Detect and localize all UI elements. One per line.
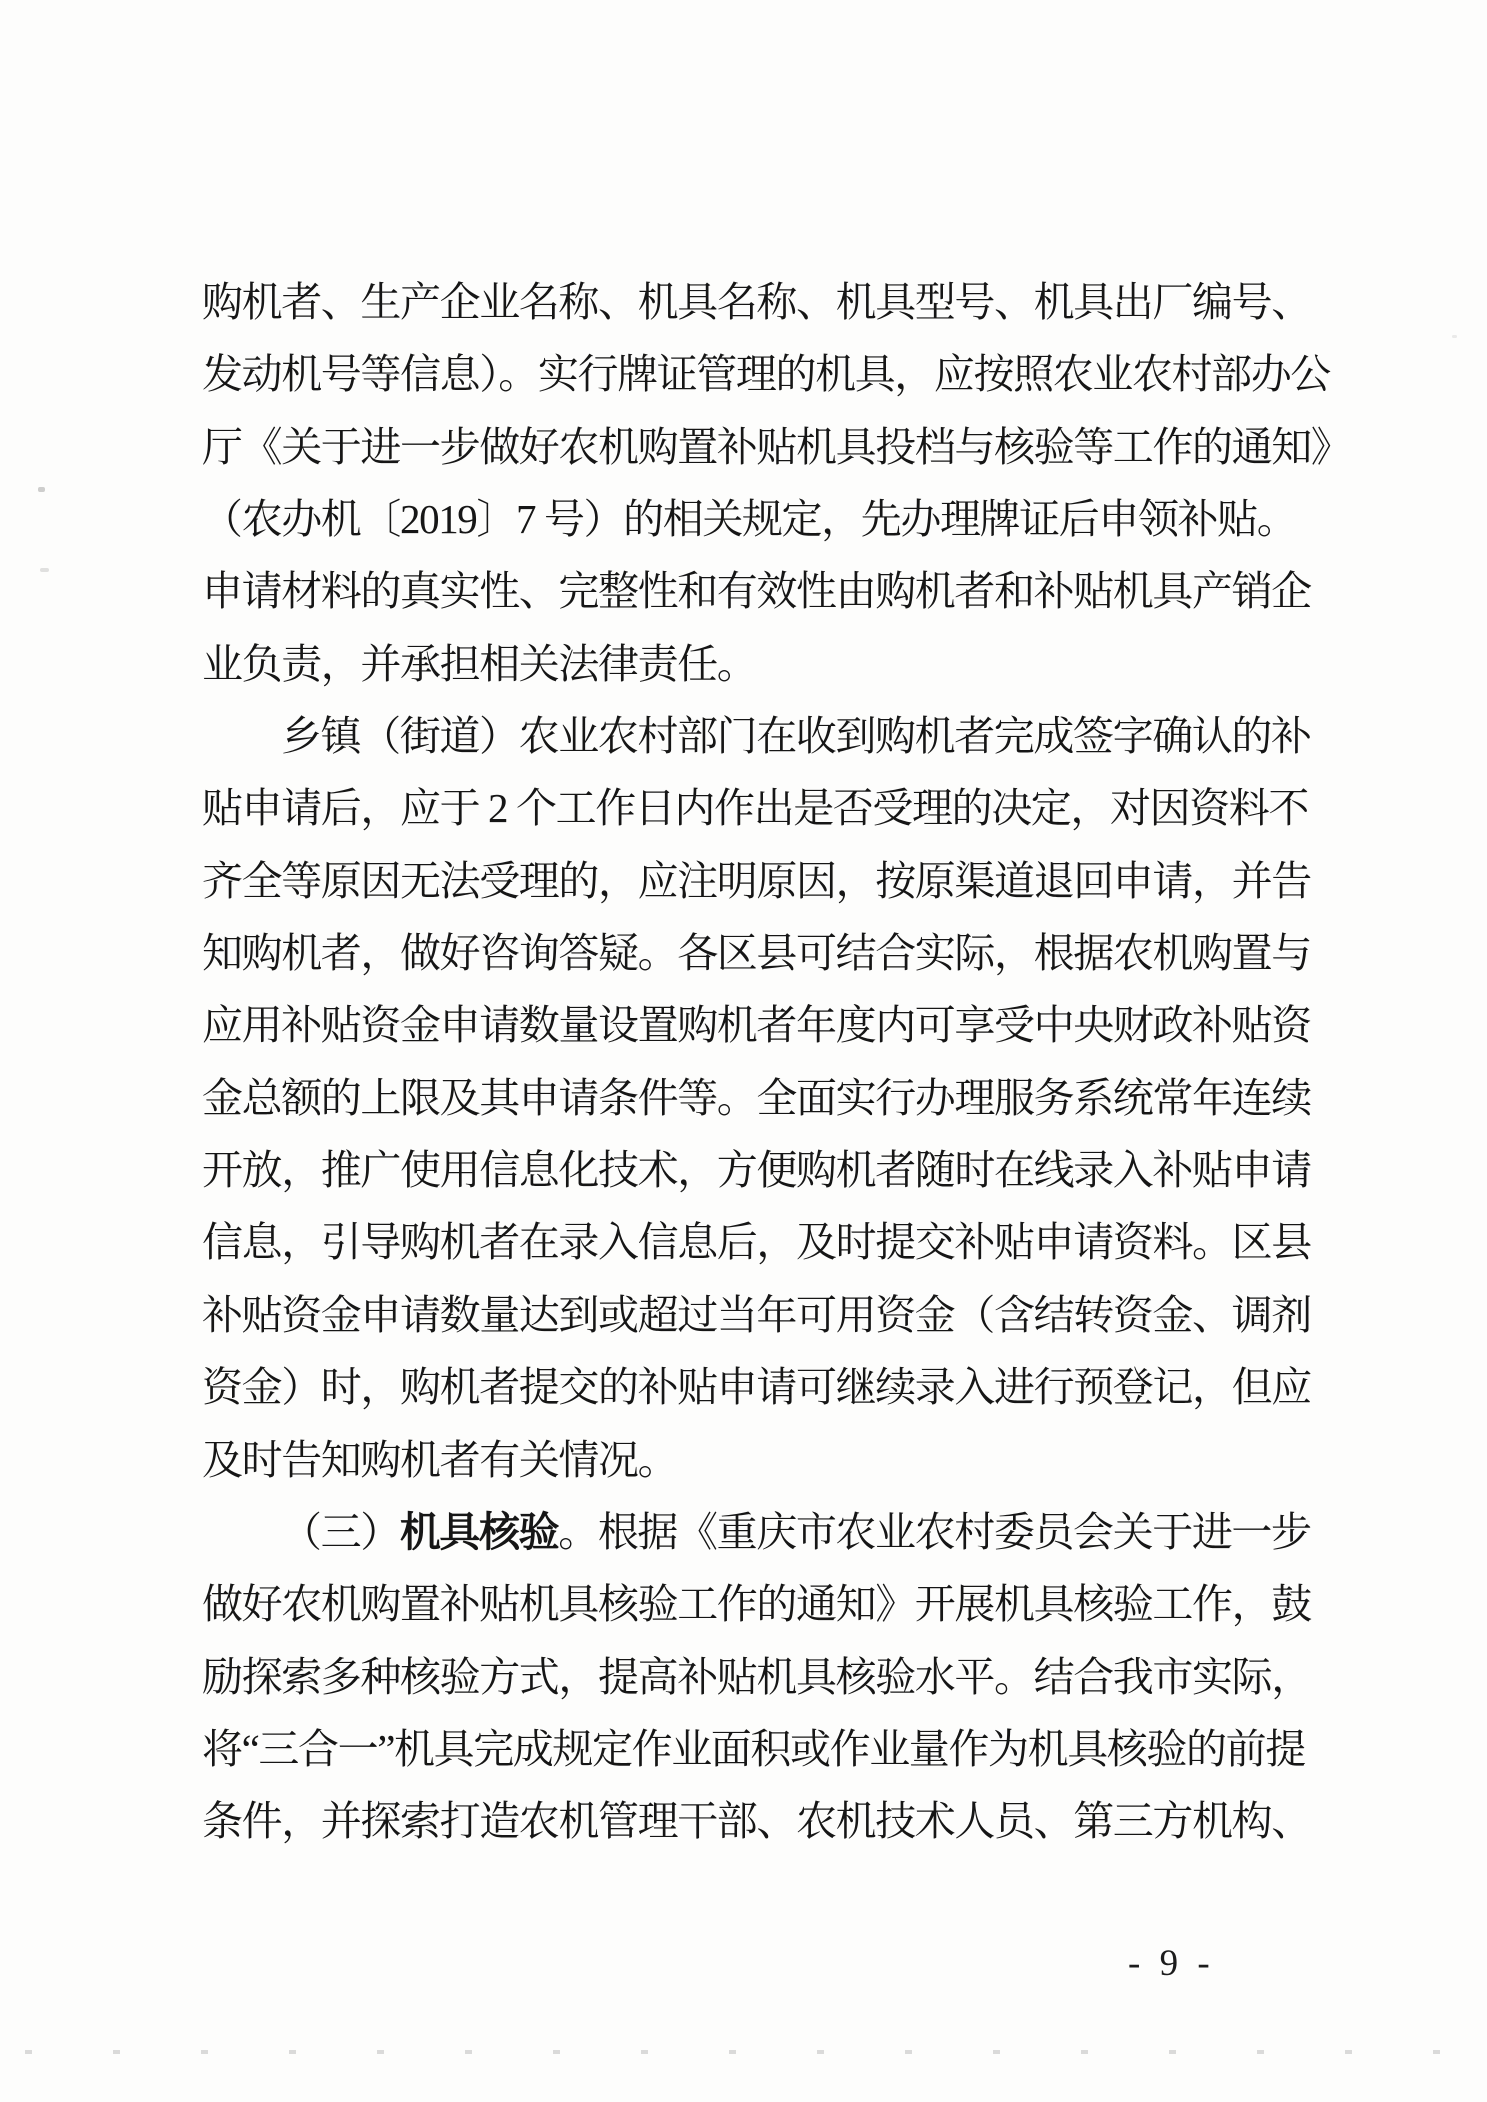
- text-run: （农办机〔2019〕7 号）的相关规定，先办理牌证后申领补贴。: [202, 496, 1297, 543]
- text-line: [202, 917, 1322, 989]
- text-line: [202, 1785, 1322, 1857]
- text-line: [202, 483, 1322, 555]
- scan-artifact-row: [25, 2050, 1455, 2054]
- text-run: 发动机号等信息）。实行牌证管理的机具，应按照农业农村部办公: [202, 351, 1330, 398]
- text-line: [202, 1206, 1322, 1278]
- document-body: [202, 266, 1351, 1858]
- text-run: 补贴资金申请数量达到或超过当年可用资金（含结转资金、调剂: [202, 1291, 1311, 1338]
- scan-artifact: [1452, 335, 1457, 338]
- text-run: 应用补贴资金申请数量设置购机者年度内可享受中央财政补贴资: [202, 1002, 1311, 1049]
- text-run: 条件，并探索打造农机管理干部、农机技术人员、第三方机构、: [202, 1798, 1311, 1845]
- text-line: [202, 411, 1351, 483]
- text-line: [202, 1279, 1322, 1351]
- text-run: 厅《关于进一步做好农机购置补贴机具投档与核验等工作的通知》: [202, 423, 1351, 470]
- text-line: [202, 1062, 1322, 1134]
- text-run: 购机者、生产企业名称、机具名称、机具型号、机具出厂编号、: [202, 279, 1311, 325]
- text-run: 金总额的上限及其申请条件等。全面实行办理服务系统常年连续: [202, 1074, 1311, 1121]
- text-line: [202, 1641, 1322, 1713]
- page-number: - 9 -: [1128, 1943, 1215, 1984]
- text-line: [202, 1568, 1322, 1640]
- text-run: 知购机者，做好咨询答疑。各区县可结合实际，根据农机购置与: [202, 930, 1311, 977]
- text-line: [202, 772, 1322, 844]
- text-run: 乡镇（街道）农业农村部门在收到购机者完成签字确认的补: [281, 713, 1311, 760]
- text-run: 贴申请后，应于 2 个工作日内作出是否受理的决定，对因资料不: [202, 785, 1308, 832]
- scan-artifact: [40, 568, 49, 572]
- text-line: [202, 628, 1322, 700]
- text-run: 信息，引导购机者在录入信息后，及时提交补贴申请资料。区县: [202, 1219, 1311, 1266]
- text-line: [202, 1496, 1322, 1568]
- text-run: 开放，推广使用信息化技术，方便购机者随时在线录入补贴申请: [202, 1147, 1311, 1194]
- text-line: [202, 555, 1322, 627]
- text-line: [202, 266, 1322, 338]
- text-run: 业负责，并承担相关法律责任。: [202, 640, 757, 687]
- text-line: [202, 845, 1322, 917]
- bold-text-run: 机具核验: [399, 1508, 559, 1555]
- text-line: [202, 1713, 1322, 1785]
- text-line: [202, 1351, 1322, 1423]
- text-line: [202, 1424, 1322, 1496]
- text-line: [202, 700, 1322, 772]
- text-run: 齐全等原因无法受理的，应注明原因，按原渠道退回申请，并告: [202, 857, 1311, 904]
- text-run: 。根据《重庆市农业农村委员会关于进一步: [558, 1508, 1311, 1555]
- text-run: 及时告知购机者有关情况。: [202, 1436, 678, 1483]
- text-run: 做好农机购置补贴机具核验工作的通知》开展机具核验工作，鼓: [202, 1581, 1311, 1628]
- text-run: 将“三合一”机具完成规定作业面积或作业量作为机具核验的前提: [202, 1725, 1305, 1772]
- text-run: （三）: [281, 1508, 400, 1555]
- text-run: 资金）时，购机者提交的补贴申请可继续录入进行预登记，但应: [202, 1364, 1311, 1411]
- scan-artifact: [38, 487, 45, 492]
- text-run: 申请材料的真实性、完整性和有效性由购机者和补贴机具产销企: [202, 568, 1311, 615]
- text-line: [202, 989, 1322, 1061]
- text-line: [202, 1134, 1322, 1206]
- text-run: 励探索多种核验方式，提高补贴机具核验水平。结合我市实际，: [202, 1653, 1311, 1700]
- text-line: [202, 338, 1330, 410]
